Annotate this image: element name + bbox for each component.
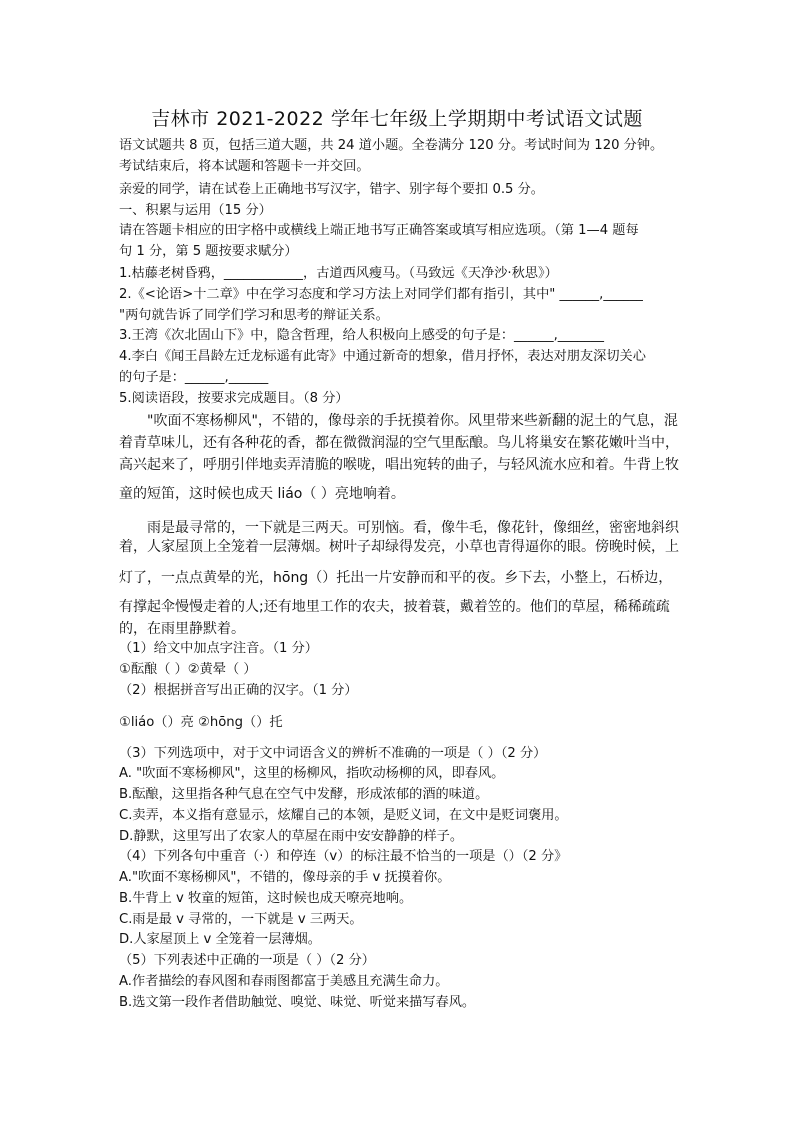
question-line: （5）下列表述中正确的一项是（ ）（2 分） [119, 953, 375, 968]
question-line: B.选文第一段作者借助触觉、嗅觉、味觉、听觉来描写春风。 [119, 995, 476, 1010]
text-line: 句 1 分，第 5 题按要求赋分） [119, 244, 298, 259]
text-line: 请在答题卡相应的田字格中或横线上端正地书写正确答案或填写相应选项。（第 1—4 题每 [119, 223, 639, 238]
text-line: 考试结束后，将本试题和答题卡一并交回。 [119, 159, 370, 174]
question-line: C.雨是最 v 寻常的，一下就是 v 三两天。 [119, 912, 363, 927]
passage-line: 的，在雨里静默着。 [119, 621, 245, 637]
text-line: 1.枯藤老树昏鸦，____________，古道西风瘦马。（马致远《天净沙·秋思》） [119, 266, 558, 281]
question-line: B.牛背上 v 牧童的短笛，这时候也成天嘹亮地响。 [119, 891, 413, 906]
question-line: C.卖弄，本义指有意显示，炫耀自己的本领，是贬义词，在文中是贬词褒用。 [119, 808, 568, 823]
passage-line: 高兴起来了，呼朋引伴地卖弄清脆的喉咙，唱出宛转的曲子，与轻风流水应和着。牛背上牧 [119, 457, 679, 473]
text-line: 语文试题共 8 页，包括三道大题，共 24 道小题。全卷满分 120 分。考试时间为 120 分钟。 [119, 138, 664, 153]
question-line: ①liáo（）亮 ②hōng（）托 [119, 715, 283, 730]
question-line: （3）下列选项中，对于文中词语含义的辨析不准确的一项是（ ）（2 分） [119, 746, 547, 761]
text-line: 3.王湾《次北固山下》中，隐含哲理，给人积极向上感受的句子是：______,_______ [119, 328, 604, 343]
text-line: 4.李白《闻王昌龄左迁龙标遥有此寄》中通过新奇的想象，借月抒怀，表达对朋友深切关心 [119, 349, 646, 364]
passage-line: "吹面不寒杨柳风"，不错的，像母亲的手抚摸着你。风里带来些新翻的泥土的气息，混 [147, 413, 678, 429]
passage-line: 着青草味儿，还有各种花的香，都在微微润湿的空气里酝酿。鸟儿将巢安在繁花嫩叶当中， [119, 435, 679, 451]
text-line: 2.《<论语>十二章》中在学习态度和学习方法上对同学们都有指引，其中" ______,______ [119, 287, 643, 302]
question-line: D.静默，这里写出了农家人的草屋在雨中安安静静的样子。 [119, 829, 464, 844]
text-line: "两句就告诉了同学们学习和思考的辩证关系。 [119, 308, 389, 323]
passage-line: 童的短笛，这时候也成天 liáo（ ）亮地响着。 [119, 486, 405, 502]
question-line: D.人家屋顶上 v 全笼着一层薄烟。 [119, 932, 321, 947]
text-line: 一、积累与运用（15 分） [119, 203, 272, 218]
question-line: （4）下列各句中重音（·）和停连（v）的标注最不恰当的一项是（）（2 分》 [119, 849, 568, 864]
question-line: A."吹面不寒杨柳风"，不错的，像母亲的手 v 抚摸着你。 [119, 870, 451, 885]
passage-line: 灯了，一点点黄晕的光，hōng（）托出一片安静而和平的夜。乡下去，小整上，石桥边， [119, 570, 673, 586]
passage-line: 着，人家屋顶上全笼着一层薄烟。树叶子却绿得发亮，小草也青得逼你的眼。傍晚时候，上 [119, 539, 679, 555]
text-line: 亲爱的同学，请在试卷上正确地书写汉字，错字、别字每个要扣 0.5 分。 [119, 182, 544, 197]
question-line: （1）给文中加点字注音。（1 分） [119, 641, 318, 656]
question-line: B.酝酿，这里指各种气息在空气中发酵，形成浓郁的酒的味道。 [119, 787, 489, 802]
text-line: 的句子是：______,______ [119, 370, 269, 385]
question-line: （2）根据拼音写出正确的汉字。（1 分） [119, 683, 358, 698]
text-line: 5.阅读语段，按要求完成题目。（8 分） [119, 391, 349, 406]
question-line: ①酝酿（ ）②黄晕（ ） [119, 662, 257, 677]
question-line: A. "吹面不寒杨柳风"，这里的杨柳风，指吹动杨柳的风，即春风。 [119, 766, 505, 781]
page-title: 吉林市 2021-2022 学年七年级上学期期中考试语文试题 [151, 108, 643, 130]
passage-line: 有撑起伞慢慢走着的人;还有地里工作的农夫，披着蓑，戴着笠的。他们的草屋，稀稀疏疏 [119, 599, 670, 615]
passage-line: 雨是最寻常的，一下就是三两天。可别恼。看，像牛毛，像花针，像细丝，密密地斜织 [147, 520, 679, 536]
question-line: A.作者描绘的春风图和春雨图都富于美感且充满生命力。 [119, 974, 449, 989]
